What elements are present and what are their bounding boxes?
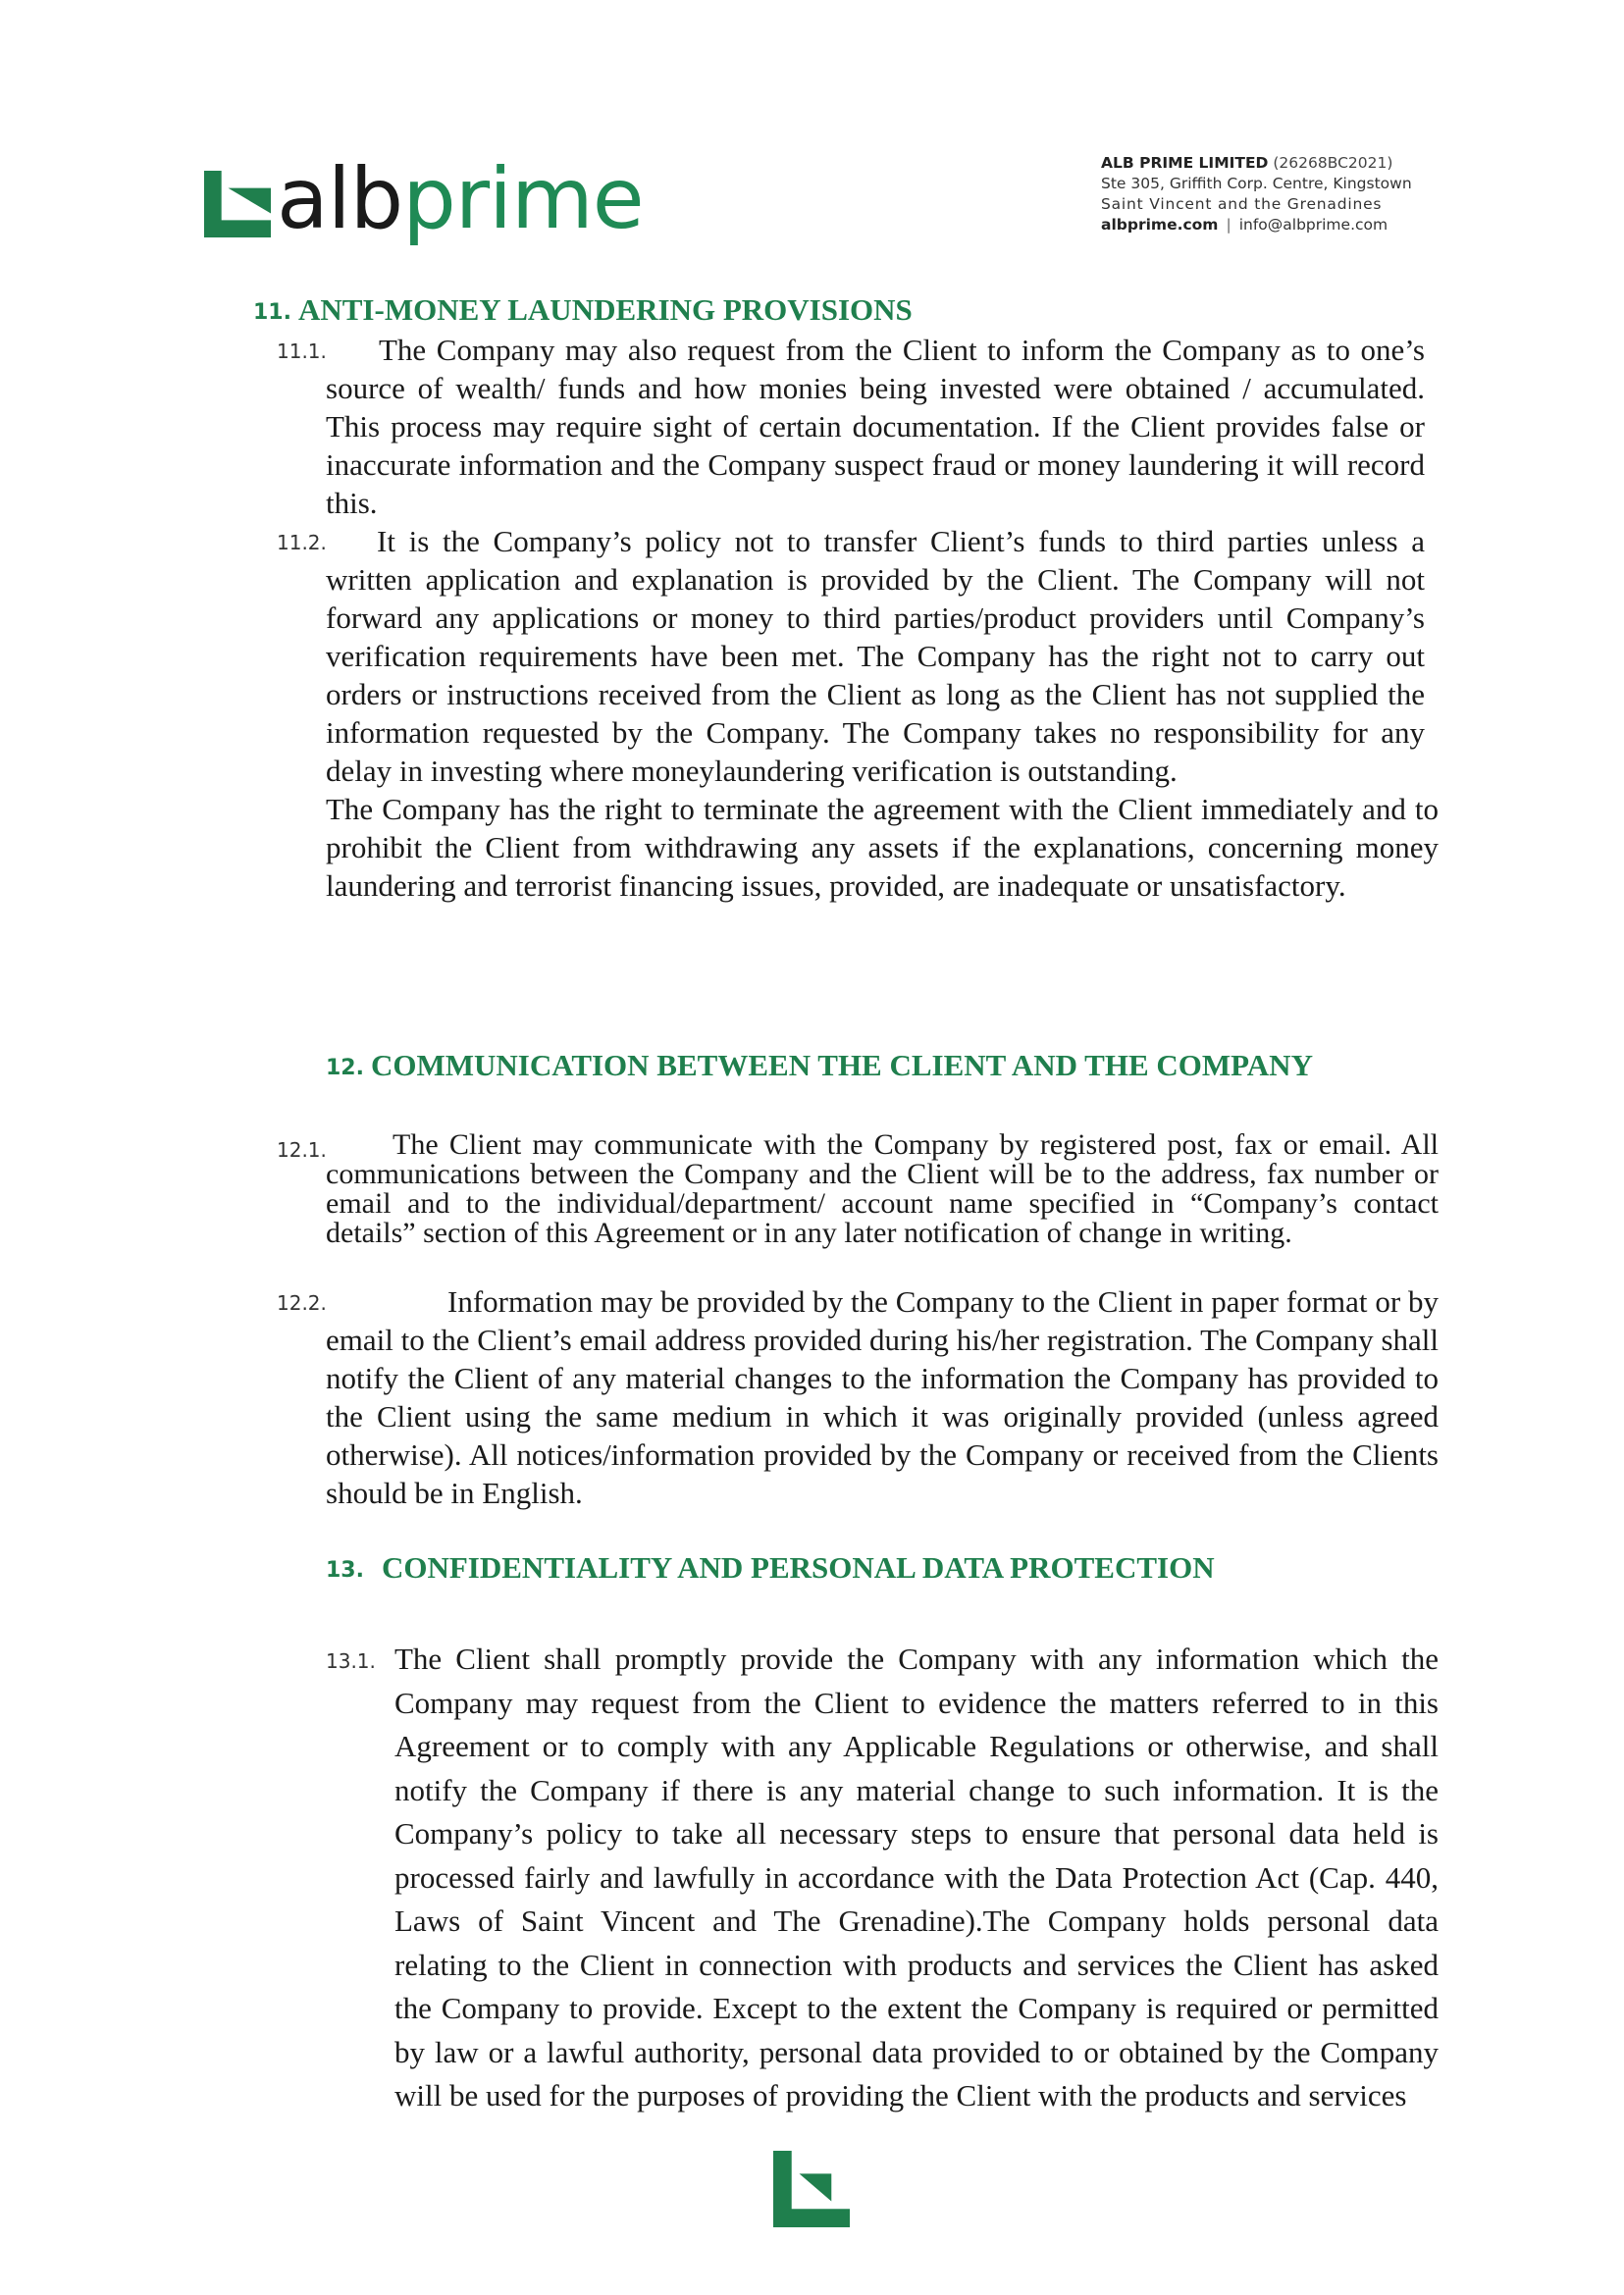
section-heading-13 (326, 1550, 1215, 1586)
section-title: ANTI-MONEY LAUNDERING PROVISIONS (297, 292, 913, 327)
company-name: ALB PRIME LIMITED (1101, 154, 1269, 172)
logo-wordmark (277, 150, 644, 248)
section-11-paragraph: The Company has the right to terminate the agreement with the Client immediately and to prohibit the Client from withdrawing any assets if the explanations, concerning money laundering and terrorist financing issues, provided, are inadequate or unsatisfactory. (326, 792, 1439, 903)
contact-separator: | (1226, 216, 1231, 234)
section-title: CONFIDENTIALITY AND PERSONAL DATA PROTECTION (381, 1550, 1215, 1585)
logo-text-alb: alb (277, 150, 403, 248)
clause-number-11-1: 11.1. (277, 339, 327, 363)
clause-text-12-1: The Client may communicate with the Company by registered post, fax or email. All communications between the Company and the Client will be to the address, fax number or email and to the individual/department/ account name specified in “Company’s contact details” section of this Agreement or in any later notification of change in writing. (326, 1128, 1439, 1249)
albprime-mark-icon (204, 171, 271, 237)
company-email-link[interactable]: info@albprime.com (1238, 216, 1388, 234)
logo-text-prime: prime (402, 150, 644, 248)
section-heading-12 (326, 1048, 1313, 1083)
section-title: COMMUNICATION BETWEEN THE CLIENT AND THE COMPANY (370, 1048, 1313, 1082)
company-address-line1: Ste 305, Griffith Corp. Centre, Kingstown (1101, 175, 1412, 192)
company-address-line2: Saint Vincent and the Grenadines (1101, 195, 1383, 213)
clause-text-12-2: Information may be provided by the Company to the Client in paper format or by email to the Client’s email address provided during his/her registration. The Company shall notify the Client of any material changes to the information the Company has provided to the Client using the same medium in which it was originally provided (unless agreed otherwise). All notices/information provided by the Company or received from the Clients should be in English. (326, 1284, 1439, 1510)
albprime-footer-mark-icon (773, 2151, 850, 2227)
company-info-block (1101, 153, 1425, 235)
clause-text-13-1: The Client shall promptly provide the Company with any information which the Company may request from the Client to evidence the matters referred to in this Agreement or to comply with any Applicable Regulations or otherwise, and shall notify the Company if there is any material change to such information. It is the Company’s policy to take all necessary steps to ensure that personal data held is processed fairly and lawfully in accordance with the Data Protection Act (Cap. 440, Laws of Saint Vincent and The Grenadine).The Company holds personal data relating to the Client in connection with products and services the Client has asked the Company to provide. Except to the extent the Company is required or permitted by law or a lawful authority, personal data provided to or obtained by the Company will be used for the purposes of providing the Client with the products and services (394, 1642, 1439, 2112)
albprime-logo (204, 145, 644, 253)
section-heading-11 (253, 292, 913, 328)
clause-text-11-2: It is the Company’s policy not to transfer Client’s funds to third parties unless a written application and explanation is provided by the Client. The Company will not forward any applications or money to third parties/product providers until Company’s verification requirements have been met. The Company has the right not to carry out orders or instructions received from the Client as long as the Client has not supplied the information requested by the Company. The Company takes no responsibility for any delay in investing where moneylaundering verification is outstanding. (326, 524, 1425, 788)
section-number: 12. (326, 1056, 364, 1080)
clause-number-12-2: 12.2. (277, 1291, 327, 1315)
clause-number-12-1: 12.1. (277, 1138, 327, 1162)
company-registration: (26268BC2021) (1273, 154, 1393, 172)
section-number: 13. (326, 1558, 364, 1583)
clause-number-11-2: 11.2. (277, 531, 327, 554)
company-website-link[interactable]: albprime.com (1101, 216, 1219, 234)
section-number: 11. (253, 300, 291, 325)
clause-number-13-1: 13.1. (326, 1649, 376, 1673)
clause-text-11-1: The Company may also request from the Client to inform the Company as to one’s source of wealth/ funds and how monies being invested were obtained / accumulated. This process may require sight of certain documentation. If the Client provides false or inaccurate information and the Company suspect fraud or money laundering it will record this. (326, 333, 1425, 520)
